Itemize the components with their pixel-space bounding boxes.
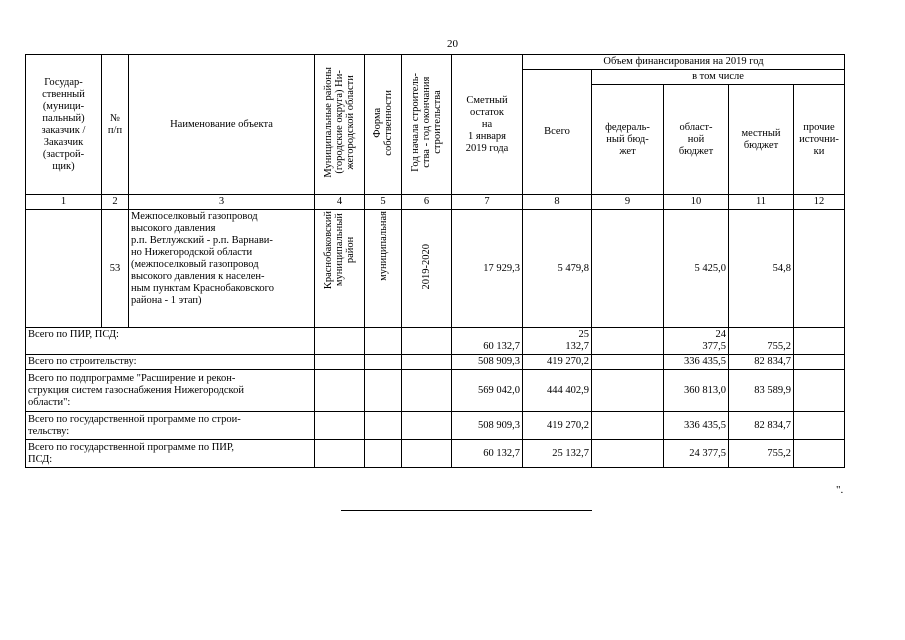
column-number: 4	[315, 195, 365, 210]
summary-balance: 60 132,7	[452, 440, 523, 468]
summary-total: 444 402,9	[523, 370, 592, 412]
header-customer: Государ- ственный (муници- пальный) заказчик / Заказчик (застрой- щик)	[26, 55, 102, 195]
column-number: 2	[102, 195, 129, 210]
summary-local: 755,2	[729, 328, 794, 355]
object-local: 54,8	[729, 210, 794, 328]
column-number: 11	[729, 195, 794, 210]
header-district: Муниципальные районы (городские округа) Ни- жегородской области	[323, 67, 356, 178]
object-years: 2019-2020	[421, 243, 432, 290]
summary-label: Всего по подпрограмме "Расширение и рекон- струкция систем газоснабжения Нижегородской области":	[26, 370, 315, 412]
object-regional: 5 425,0	[664, 210, 729, 328]
object-ownership: муниципальная	[377, 211, 389, 281]
summary-row	[26, 370, 845, 412]
summary-other	[794, 355, 845, 370]
summary-federal	[592, 440, 664, 468]
object-district: Краснобаковский муниципальный район	[323, 211, 356, 290]
summary-balance: 569 042,0	[452, 370, 523, 412]
summary-federal	[592, 328, 664, 355]
summary-row	[26, 440, 845, 468]
header-balance: Сметный остаток на 1 января 2019 года	[452, 55, 523, 195]
summary-federal	[592, 412, 664, 440]
column-number: 8	[523, 195, 592, 210]
summary-balance: 60 132,7	[452, 328, 523, 355]
header-other: прочие источни- ки	[794, 85, 845, 195]
header-ownership: Форма собственности	[372, 89, 394, 156]
summary-regional: 360 813,0	[664, 370, 729, 412]
header-years: Год начала строитель- ства - год окончания строительства	[410, 73, 443, 172]
header-num: № п/п	[102, 55, 129, 195]
summary-other	[794, 328, 845, 355]
summary-local: 82 834,7	[729, 412, 794, 440]
summary-regional: 24 377,5	[664, 328, 729, 355]
header-including: в том числе	[592, 70, 845, 85]
summary-label: Всего по строительству:	[26, 355, 315, 370]
summary-total: 25 132,7	[523, 328, 592, 355]
summary-regional: 24 377,5	[664, 440, 729, 468]
summary-total: 419 270,2	[523, 412, 592, 440]
summary-other	[794, 412, 845, 440]
column-number: 5	[365, 195, 402, 210]
closing-quote-mark: ".	[836, 484, 844, 496]
column-number-row	[26, 195, 845, 210]
column-number: 6	[402, 195, 452, 210]
object-name: Межпоселковый газопровод высокого давления р.п. Ветлужский - р.п. Варнави- но Нижегородской области (межпоселковый газопровод высокого давления к населен- ным пунктам Краснобаковского района - 1 этап)	[129, 210, 315, 328]
object-balance: 17 929,3	[452, 210, 523, 328]
summary-federal	[592, 370, 664, 412]
summary-local: 755,2	[729, 440, 794, 468]
summary-local: 83 589,9	[729, 370, 794, 412]
column-number: 9	[592, 195, 664, 210]
header-regional: област- ной бюджет	[664, 85, 729, 195]
summary-regional: 336 435,5	[664, 355, 729, 370]
summary-other	[794, 440, 845, 468]
summary-balance: 508 909,3	[452, 412, 523, 440]
page-number: 20	[447, 38, 458, 50]
object-other	[794, 210, 845, 328]
column-number: 3	[129, 195, 315, 210]
object-federal	[592, 210, 664, 328]
column-number: 7	[452, 195, 523, 210]
object-customer	[26, 210, 102, 328]
column-number: 10	[664, 195, 729, 210]
column-number: 12	[794, 195, 845, 210]
separator-line	[341, 510, 592, 511]
object-total: 5 479,8	[523, 210, 592, 328]
summary-regional: 336 435,5	[664, 412, 729, 440]
summary-total: 25 132,7	[523, 440, 592, 468]
summary-local: 82 834,7	[729, 355, 794, 370]
summary-balance: 508 909,3	[452, 355, 523, 370]
summary-federal	[592, 355, 664, 370]
object-row	[26, 210, 845, 328]
summary-other	[794, 370, 845, 412]
summary-row	[26, 355, 845, 370]
object-num: 53	[102, 210, 129, 328]
financing-table	[25, 54, 845, 468]
header-federal: федераль- ный бюд- жет	[592, 85, 664, 195]
column-number: 1	[26, 195, 102, 210]
header-total: Всего	[523, 70, 592, 195]
summary-total: 419 270,2	[523, 355, 592, 370]
header-financing: Объем финансирования на 2019 год	[523, 55, 845, 70]
header-local: местный бюджет	[729, 85, 794, 195]
summary-row	[26, 412, 845, 440]
summary-row	[26, 328, 845, 355]
summary-label: Всего по ПИР, ПСД:	[26, 328, 315, 355]
summary-label: Всего по государственной программе по ПИР, ПСД:	[26, 440, 315, 468]
header-object-name: Наименование объекта	[129, 55, 315, 195]
summary-label: Всего по государственной программе по строи- тельству:	[26, 412, 315, 440]
